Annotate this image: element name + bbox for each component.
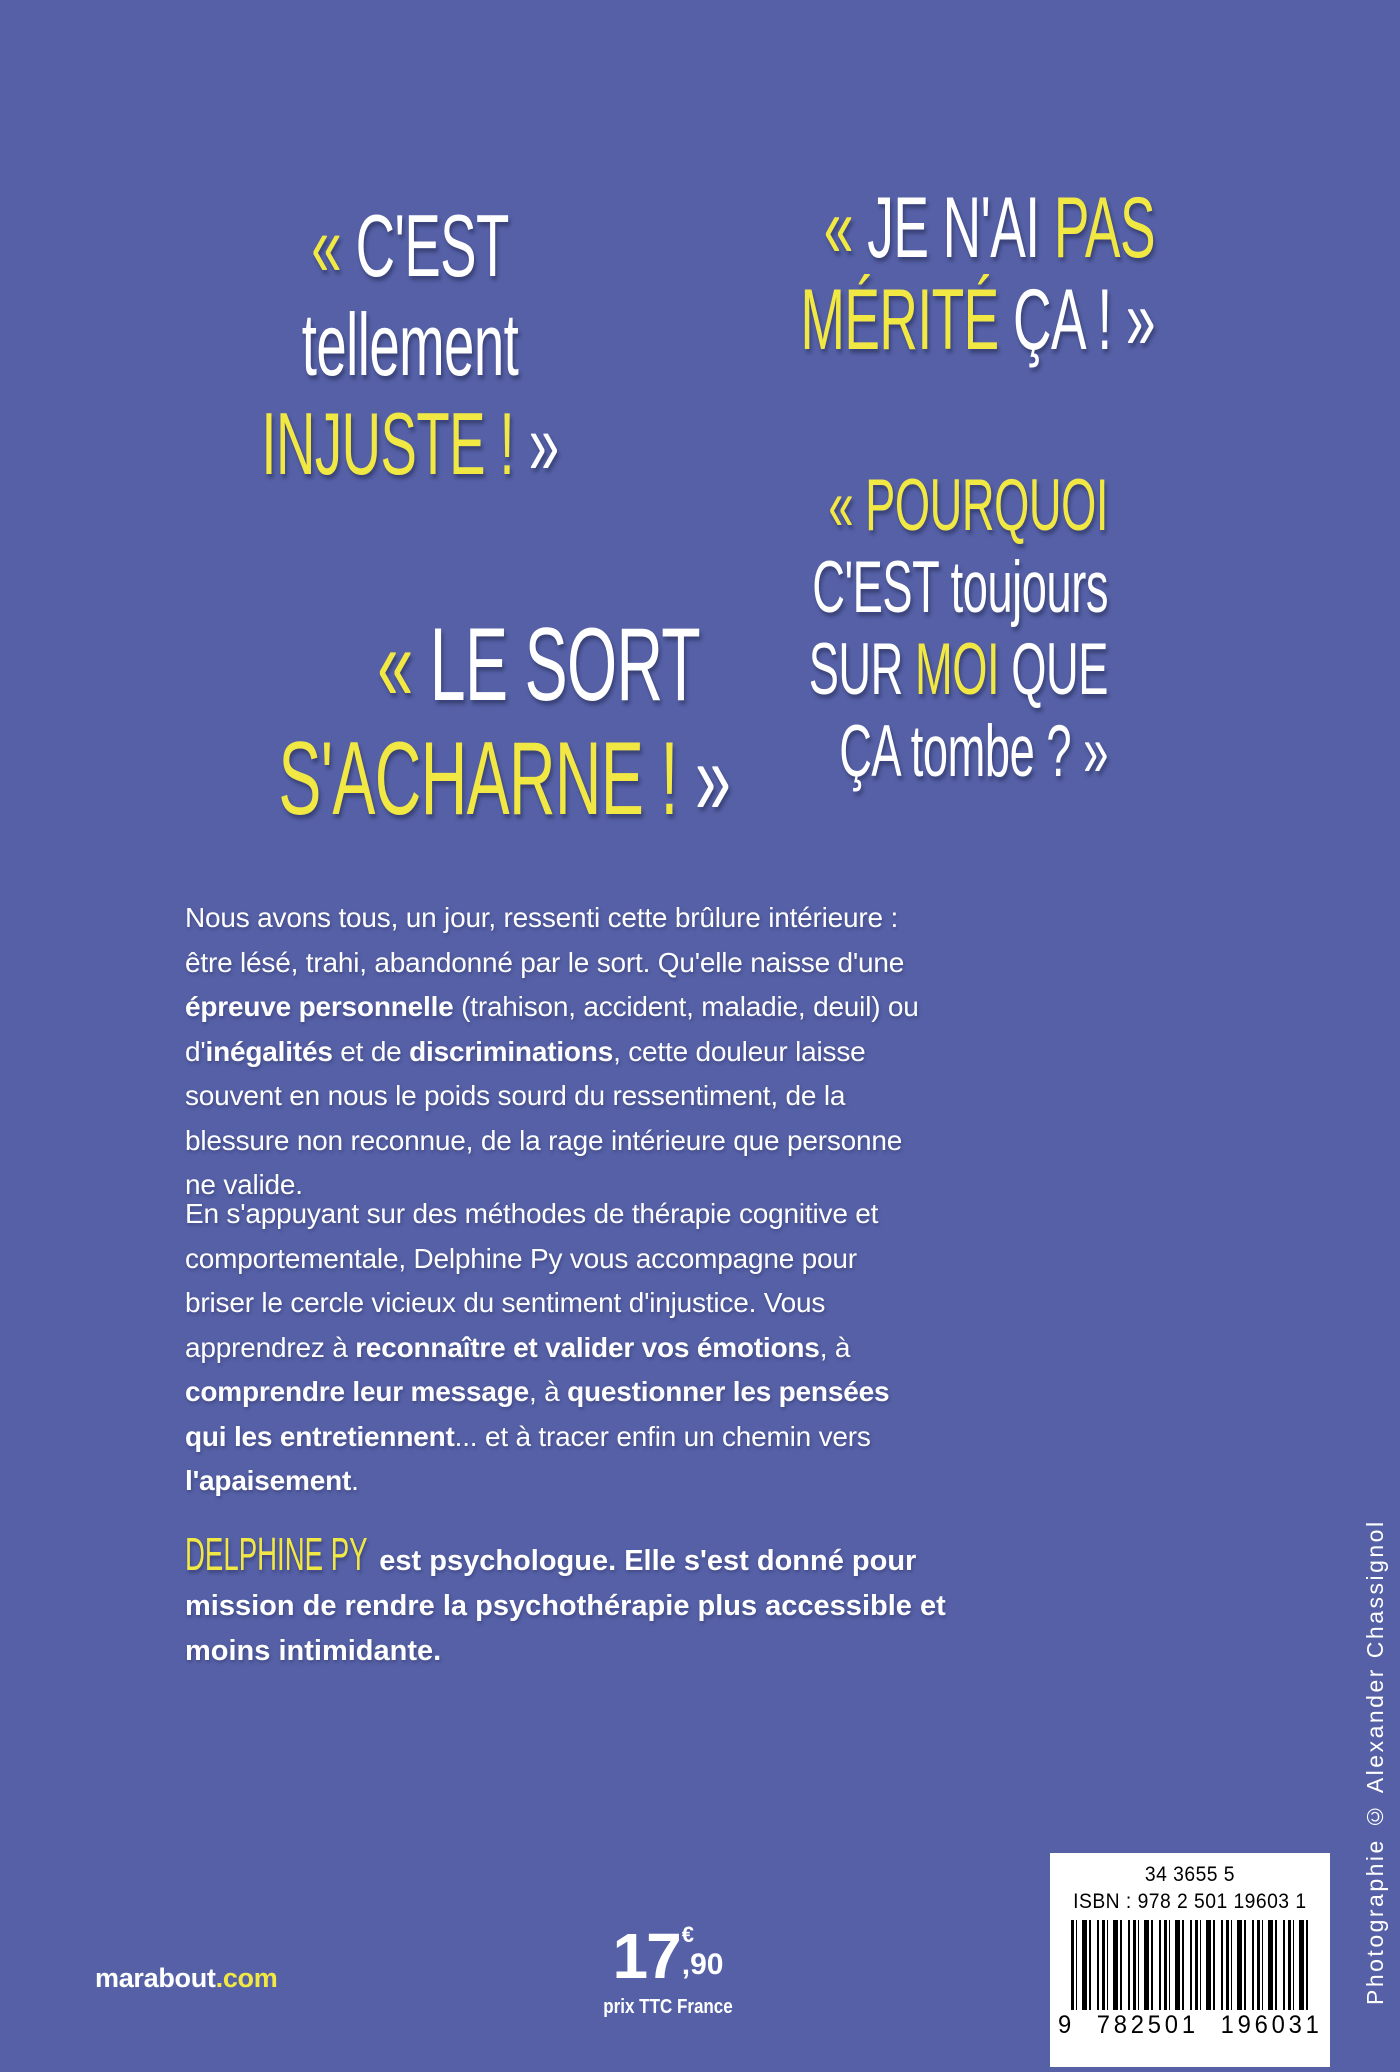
quote-line: MÉRITÉ ÇA ! »: [800, 272, 1155, 368]
photographer-credit: Photographie © Alexander Chassignol: [1362, 1519, 1388, 2005]
quote-line: ÇA tombe ? »: [839, 711, 1108, 792]
author-bio: DELPHINE PY est psychologue. Elle s'est donné pour mission de rendre la psychothérapie plus accessible et moins intimidante.: [185, 1528, 946, 1667]
barcode-number: 9 782501 196031: [1054, 2010, 1326, 2040]
quote-line: « JE N'AI PAS: [823, 180, 1155, 276]
quote-line: « POURQUOI: [828, 465, 1108, 546]
price-cents: ,90: [681, 1948, 724, 1981]
price-note: prix TTC France: [603, 1996, 733, 2018]
quote-pourquoi: [724, 465, 1108, 793]
quote-merite: [771, 182, 1155, 366]
body-paragraph-2: En s'appuyant sur des méthodes de thérapie cognitive et comportementale, Delphine Py vous accompagne pour briser le cercle vicieux du sentiment d'injustice. Vous apprendrez à reconnaître et valider vos émotions, à comprendre leur message, à questionner les pensées qui les entretiennent... et à tracer enfin un chemin vers l'apaisement.: [185, 1198, 890, 1496]
body-paragraph-1: Nous avons tous, un jour, ressenti cette brûlure intérieure : être lésé, trahi, abandonné par le sort. Qu'elle naisse d'une épreuve personnelle (trahison, accident, maladie, deuil) ou d'inégalités et de discriminations, cette douleur laisse souvent en nous le poids sourd du ressentiment, de la blessure non reconnue, de la rage intérieure que personne ne valide.: [185, 902, 919, 1200]
quote-line: « LE SORT: [377, 607, 700, 723]
publisher-site: [95, 1963, 277, 1994]
price-amount: 17: [612, 1920, 680, 1992]
quote-injuste: [212, 196, 609, 493]
site-tld: .com: [215, 1963, 278, 1993]
barcode-isbn: ISBN : 978 2 501 19603 1: [1073, 1890, 1307, 1913]
price-currency: €: [681, 1922, 694, 1947]
barcode-bars: [1071, 1920, 1309, 2012]
quote-line: « C'EST: [311, 196, 509, 295]
site-name: marabout: [95, 1963, 216, 1993]
quote-line: tellement: [301, 295, 519, 394]
barcode-label: [1050, 1853, 1330, 2067]
quote-line: S'ACHARNE ! »: [278, 721, 731, 837]
quote-line: C'EST toujours: [812, 547, 1108, 628]
barcode-code-top: 34 3655 5: [1144, 1863, 1236, 1886]
quote-sort: [278, 607, 731, 837]
quote-line: INJUSTE ! »: [261, 394, 559, 493]
price-block: [578, 1920, 758, 2019]
price: [612, 1920, 724, 1992]
quote-line: SUR MOI QUE: [808, 629, 1108, 710]
